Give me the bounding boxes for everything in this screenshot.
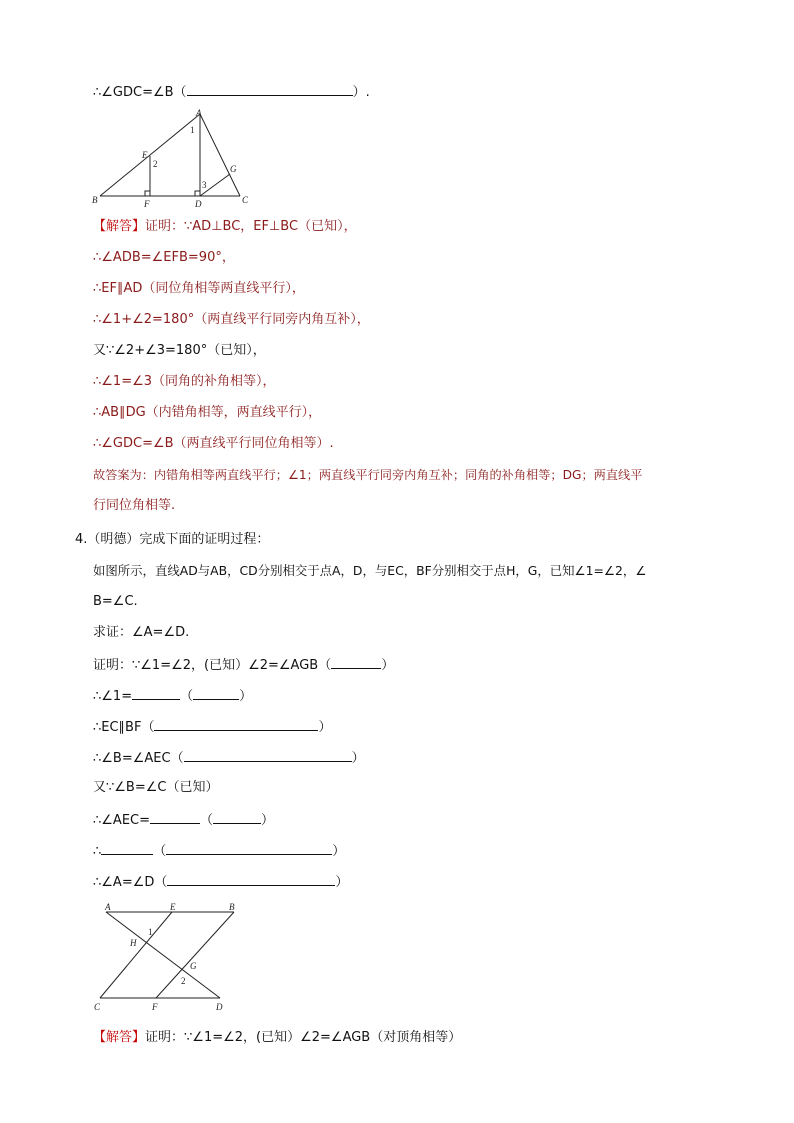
q4-proof-5: 又∵∠B=∠C（已知） (93, 780, 219, 795)
q4-statement-a: 如图所示，直线AD与AB，CD分别相交于点A，D，与EC，BF分别相交于点H，G，已知∠1=∠2，∠ (93, 563, 647, 578)
answer1-line-3: ∴EF∥AD（同位角相等两直线平行）， (93, 281, 305, 296)
answer-blank[interactable] (184, 748, 352, 762)
answer-blank[interactable] (166, 841, 332, 855)
label-angle-1: 1 (190, 125, 195, 135)
label-C: C (242, 195, 249, 205)
answer1-line-7: ∴AB∥DG（内错角相等，两直线平行）， (93, 405, 322, 420)
answer1-line-5: 又∵∠2+∠3=180°（已知）， (93, 343, 266, 358)
answer-blank[interactable] (150, 810, 200, 824)
answer-blank[interactable] (187, 82, 353, 96)
answer1-line-1: 【解答】证明：∵AD⊥BC，EF⊥BC（已知）， (93, 219, 357, 234)
figure-1 (92, 108, 262, 210)
label-B: B (92, 195, 98, 205)
label-A: A (196, 108, 202, 118)
q4-proof-8: ∴∠A=∠D（ ） (93, 872, 348, 892)
answer-blank[interactable] (132, 686, 180, 700)
label-F: F (152, 1002, 158, 1012)
q4-proof-3: ∴EC∥BF（ ） (93, 717, 331, 737)
answer1-summary-b: 行同位角相等. (93, 498, 176, 513)
label-angle-2: 2 (153, 159, 158, 169)
answer2-line-1: 【解答】证明：∵∠1=∠2，(已知）∠2=∠AGB（对顶角相等） (93, 1030, 462, 1045)
q4-proof-1: 证明：∵∠1=∠2，(已知）∠2=∠AGB（ ） (93, 655, 394, 675)
q4-statement-b: B=∠C. (93, 594, 138, 609)
answer1-line-2: ∴∠ADB=∠EFB=90°， (93, 250, 235, 265)
q4-title: 4.（明德）完成下面的证明过程： (75, 532, 270, 547)
q4-prove: 求证：∠A=∠D. (93, 625, 190, 640)
label-H: H (130, 938, 137, 948)
label-G: G (230, 164, 237, 174)
right-angle-mark-F (145, 191, 150, 196)
right-angle-mark-D (195, 191, 200, 196)
q4-proof-2: ∴∠1= （ ） (93, 686, 252, 706)
label-A: A (105, 902, 111, 912)
answer1-summary-a: 故答案为：内错角相等两直线平行；∠1；两直线平行同旁内角互补；同角的补角相等；DG；两直线平 (93, 468, 643, 482)
answer1-line-6: ∴∠1=∠3（同角的补角相等）， (93, 374, 276, 389)
answer-blank[interactable] (213, 810, 261, 824)
answer-blank[interactable] (154, 717, 318, 731)
answer-blank[interactable] (101, 841, 153, 855)
label-B: B (229, 902, 235, 912)
q4-proof-6: ∴∠AEC= （ ） (93, 810, 274, 830)
label-angle-3: 3 (202, 180, 207, 190)
figure-2 (92, 902, 252, 1014)
q4-proof-4: ∴∠B=∠AEC（ ） (93, 748, 365, 768)
top-statement: ∴∠GDC=∠B（ ）. (93, 82, 370, 102)
label-angle-2: 2 (181, 976, 186, 986)
label-E: E (142, 150, 148, 160)
q4-proof-7: ∴ （ ） (93, 841, 345, 861)
segment-EC (100, 912, 172, 998)
answer-blank[interactable] (167, 872, 335, 886)
label-D: D (195, 199, 202, 209)
label-F: F (144, 199, 150, 209)
answer1-line-8: ∴∠GDC=∠B（两直线平行同位角相等）. (93, 436, 334, 451)
label-E: E (170, 902, 176, 912)
label-C: C (94, 1002, 101, 1012)
label-D: D (216, 1002, 223, 1012)
segment-AD (106, 912, 220, 998)
answer-blank[interactable] (331, 655, 381, 669)
label-angle-1: 1 (148, 927, 153, 937)
label-G: G (190, 961, 197, 971)
answer-blank[interactable] (193, 686, 239, 700)
answer1-line-4: ∴∠1+∠2=180°（两直线平行同旁内角互补）， (93, 312, 370, 327)
segment-BF (156, 912, 234, 998)
